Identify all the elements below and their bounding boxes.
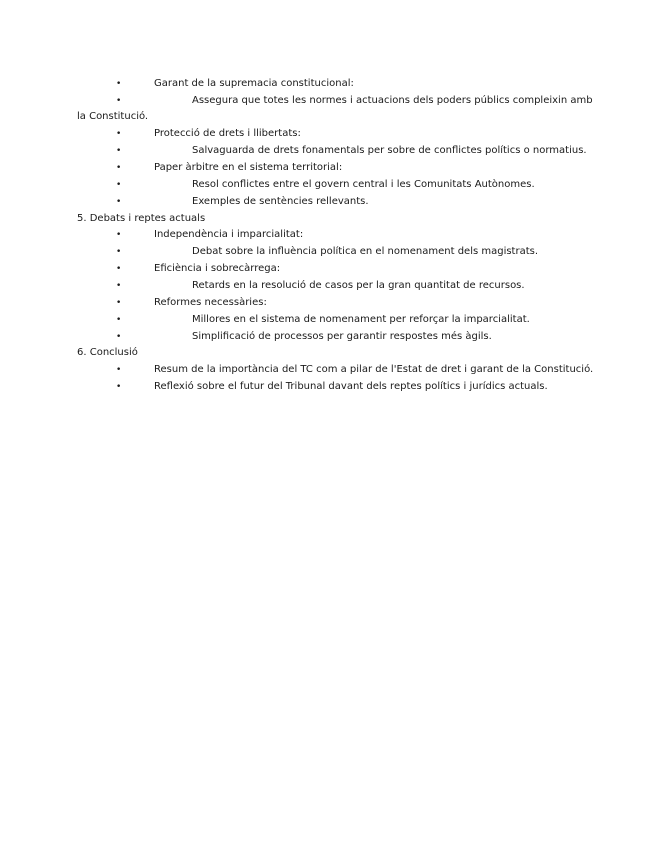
bullet-icon: •: [116, 230, 122, 240]
bullet-icon: •: [116, 315, 122, 325]
bullet-icon: •: [116, 96, 122, 106]
list-item: Resum de la importància del TC com a pilar de l'Estat de dret i garant de la Constitució.: [154, 364, 594, 375]
bullet-icon: •: [116, 298, 122, 308]
bullet-icon: •: [116, 79, 122, 89]
bullet-icon: •: [116, 281, 122, 291]
list-item: Garant de la supremacia constitucional:: [154, 78, 354, 89]
list-item: Protecció de drets i llibertats:: [154, 128, 301, 139]
bullet-icon: •: [116, 247, 122, 257]
list-item: Millores en el sistema de nomenament per reforçar la imparcialitat.: [192, 314, 530, 325]
list-item-continuation: la Constitució.: [77, 111, 149, 122]
list-item: Eficiència i sobrecàrrega:: [154, 263, 281, 274]
bullet-icon: •: [116, 382, 122, 392]
bullet-icon: •: [116, 197, 122, 207]
list-item: Resol conflictes entre el govern central i les Comunitats Autònomes.: [192, 179, 535, 190]
list-item: Debat sobre la influència política en el nomenament dels magistrats.: [192, 246, 539, 257]
list-item: Reformes necessàries:: [154, 297, 267, 308]
list-item: Paper àrbitre en el sistema territorial:: [154, 162, 343, 173]
list-item: Exemples de sentències rellevants.: [192, 196, 369, 207]
bullet-icon: •: [116, 365, 122, 375]
bullet-icon: •: [116, 180, 122, 190]
list-item: Retards en la resolució de casos per la gran quantitat de recursos.: [192, 280, 525, 291]
bullet-icon: •: [116, 264, 122, 274]
list-item: Assegura que totes les normes i actuacions dels poders públics compleixin amb: [192, 95, 593, 106]
list-item: Reflexió sobre el futur del Tribunal davant dels reptes polítics i jurídics actuals.: [154, 381, 548, 392]
list-item: Salvaguarda de drets fonamentals per sobre de conflictes polítics o normatius.: [192, 145, 587, 156]
section-heading: 6. Conclusió: [77, 347, 138, 358]
section-heading: 5. Debats i reptes actuals: [77, 213, 206, 224]
bullet-icon: •: [116, 332, 122, 342]
list-item: Independència i imparcialitat:: [154, 229, 304, 240]
list-item: Simplificació de processos per garantir respostes més àgils.: [192, 331, 492, 342]
bullet-icon: •: [116, 163, 122, 173]
bullet-icon: •: [116, 146, 122, 156]
bullet-icon: •: [116, 129, 122, 139]
